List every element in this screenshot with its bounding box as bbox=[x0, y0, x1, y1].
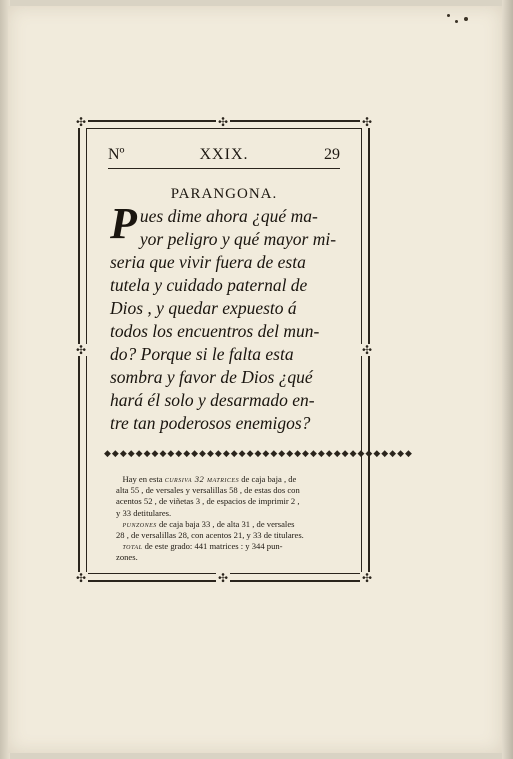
text-line: tre tan poderosos enemigos? bbox=[110, 413, 311, 433]
text-line: ues dime ahora ¿qué ma- bbox=[139, 206, 318, 226]
text-line: seria que vivir fuera de esta bbox=[110, 252, 306, 272]
page-header bbox=[108, 146, 340, 164]
ornamental-dot-rule: ◆◆◆◆◆◆◆◆◆◆◆◆◆◆◆◆◆◆◆◆◆◆◆◆◆◆◆◆◆◆◆◆◆◆◆◆◆◆◆ bbox=[104, 448, 413, 458]
page-edge bbox=[502, 0, 513, 759]
drop-cap: P bbox=[110, 199, 137, 248]
header-rule bbox=[108, 168, 340, 169]
note-text: Hay en esta bbox=[122, 474, 163, 484]
ink-spot bbox=[464, 17, 468, 21]
specimen-number: XXIX. bbox=[199, 146, 249, 163]
text-line: todos los encuentros del mun- bbox=[110, 321, 320, 341]
top-ornament-icon: ✣ bbox=[218, 115, 229, 129]
note-line bbox=[116, 541, 348, 552]
inventory-notes bbox=[116, 474, 348, 564]
text-line: sombra y favor de Dios ¿qué bbox=[110, 367, 313, 387]
note-line bbox=[116, 519, 348, 530]
corner-ornament-icon: ✣ bbox=[76, 571, 87, 585]
corner-ornament-icon: ✣ bbox=[362, 571, 373, 585]
note-emphasis: total bbox=[122, 541, 143, 552]
note-text: de este grado: 441 matrices : y 344 pun- bbox=[144, 541, 283, 552]
note-text: de caja baja 33 , de alta 31 , de versales bbox=[158, 518, 295, 529]
text-line: do? Porque si le falta esta bbox=[110, 344, 294, 364]
note-emphasis: punzones bbox=[122, 518, 157, 529]
corner-ornament-icon: ✣ bbox=[362, 115, 373, 129]
note-line: zones. bbox=[116, 552, 138, 563]
number-sign: Nº bbox=[108, 146, 125, 163]
note-line: alta 55 , de versales y versalillas 58 , de estas dos con bbox=[116, 485, 300, 496]
note-line: acentos 52 , de viñetas 3 , de espacios de imprimir 2 , bbox=[116, 496, 300, 507]
note-emphasis: cursiva 32 matrices bbox=[164, 474, 240, 484]
page-number: 29 bbox=[324, 146, 340, 163]
note-line bbox=[116, 474, 348, 485]
type-size-title: PARANGONA. bbox=[170, 186, 278, 202]
right-ornament-icon: ✣ bbox=[362, 343, 373, 357]
note-line: y 33 detitulares. bbox=[116, 507, 172, 518]
ink-spot bbox=[447, 14, 450, 17]
text-line: yor peligro y qué mayor mi- bbox=[139, 229, 337, 249]
note-line: 28 , de versalillas 28, con acentos 21, y 33 de titulares. bbox=[116, 530, 304, 541]
text-line: tutela y cuidado paternal de bbox=[110, 275, 308, 295]
specimen-text bbox=[110, 199, 342, 435]
left-ornament-icon: ✣ bbox=[76, 343, 87, 357]
note-text: de caja baja , de bbox=[241, 474, 297, 484]
text-line: Dios , y quedar expuesto á bbox=[110, 298, 297, 318]
ink-spot bbox=[455, 20, 458, 23]
text-line: hará él solo y desarmado en- bbox=[110, 390, 315, 410]
bottom-ornament-icon: ✣ bbox=[218, 571, 229, 585]
corner-ornament-icon: ✣ bbox=[76, 115, 87, 129]
